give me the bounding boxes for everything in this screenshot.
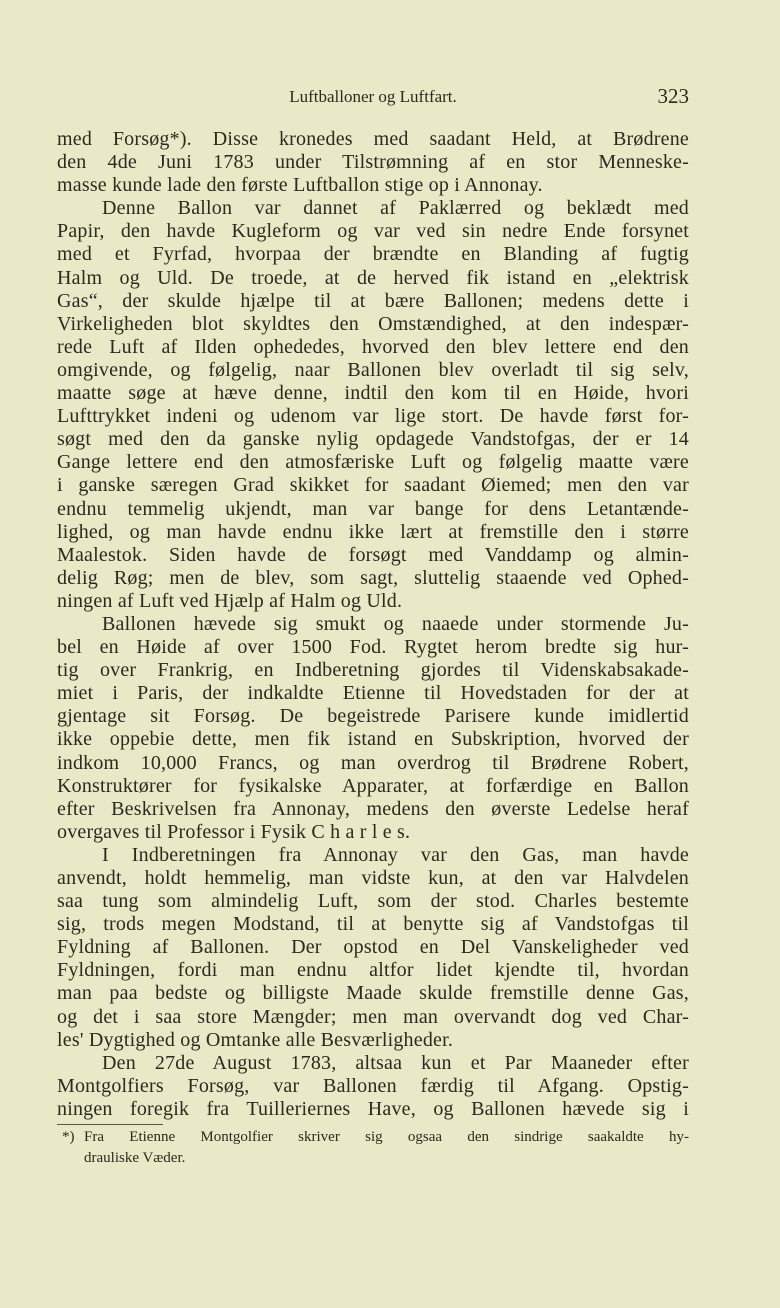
footnote-text: Fra Etienne Montgolfier skriver sig ogsaa den sindrige saakaldte hy- <box>84 1129 689 1145</box>
text-line: lighed, og man havde endnu ikke lært at fremstille den i større <box>57 520 689 543</box>
text-line: tig over Frankrig, en Indberetning gjordes til Videnskabsakade- <box>57 659 689 682</box>
text-line: Denne Ballon var dannet af Paklærred og beklædt med <box>102 197 689 220</box>
text-line: maatte søge at hæve denne, indtil den kom til en Høide, hvori <box>57 382 689 405</box>
body-text <box>57 128 689 1121</box>
text-line: Montgolfiers Forsøg, var Ballonen færdig til Afgang. Opstig- <box>57 1074 689 1097</box>
text-line: i ganske særegen Grad skikket for saadant Øiemed; men den var <box>57 474 689 497</box>
running-title: Luftballoner og Luftfart. <box>289 87 457 106</box>
text-line: den 4de Juni 1783 under Tilstrømning af en stor Menneske- <box>57 151 689 174</box>
text-line: Konstruktører for fysikalske Apparater, at forfærdige en Ballon <box>57 774 689 797</box>
text-line: bel en Høide af over 1500 Fod. Rygtet herom bredte sig hur- <box>57 636 689 659</box>
paragraph <box>57 1052 689 1121</box>
text-line: endnu temmelig ukjendt, man var bange for dens Letantænde- <box>57 497 689 520</box>
text-line: Halm og Uld. De troede, at de herved fik istand en „elektrisk <box>57 266 689 289</box>
text-line: Lufttrykket indeni og udenom var lige stort. De havde først for- <box>57 405 689 428</box>
text-line: Den 27de August 1783, altsaa kun et Par Maaneder efter <box>102 1051 689 1074</box>
text-line: Fyldning af Ballonen. Der opstod en Del Vanskeligheder ved <box>57 936 689 959</box>
footnote <box>62 1127 689 1169</box>
text-line: med et Fyrfad, hvorpaa der brændte en Blanding af fugtig <box>57 243 689 266</box>
text-line: I Indberetningen fra Annonay var den Gas, man havde <box>102 843 689 866</box>
footnote-line <box>62 1127 689 1148</box>
footnote-marker: *) <box>62 1129 75 1145</box>
text-line: Virkeligheden blot skyldtes den Omstændighed, at den indespær- <box>57 312 689 335</box>
text-line: omgivende, og følgelig, naar Ballonen blev overladt til sig selv, <box>57 358 689 381</box>
text-line: med Forsøg*). Disse kronedes med saadant Held, at Brødrene <box>57 128 689 150</box>
footnote-divider <box>57 1124 163 1125</box>
paragraph <box>57 613 689 844</box>
text-line: saa tung som almindelig Luft, som der stod. Charles bestemte <box>57 890 689 913</box>
text-line: masse kunde lade den første Luftballon stige op i Annonay. <box>57 174 543 197</box>
text-line: efter Beskrivelsen fra Annonay, medens den øverste Ledelse heraf <box>57 797 689 820</box>
text-line: miet i Paris, der indkaldte Etienne til Hovedstaden for der at <box>57 682 689 705</box>
text-line: ningen af Luft ved Hjælp af Halm og Uld. <box>57 589 403 612</box>
paragraph <box>57 844 689 1052</box>
text-line: Gas“, der skulde hjælpe til at bære Ballonen; medens dette i <box>57 289 689 312</box>
text-line: og det i saa store Mængder; men man overvandt dog ved Char- <box>57 1005 689 1028</box>
text-line: Gange lettere end den atmosfæriske Luft og følgelig maatte være <box>57 451 689 474</box>
text-line: sig, trods megen Modstand, til at benytte sig af Vandstofgas til <box>57 913 689 936</box>
text-line: gjentage sit Forsøg. De begeistrede Parisere kunde imidlertid <box>57 705 689 728</box>
text-line: anvendt, holdt hemmelig, man vidste kun, at den var Halvdelen <box>57 867 689 889</box>
text-line: man paa bedste og billigste Maade skulde fremstille denne Gas, <box>57 982 689 1005</box>
paragraph <box>57 128 689 197</box>
text-line: Papir, den havde Kugleform og var ved sin nedre Ende forsynet <box>57 220 689 243</box>
text-line: overgaves til Professor i Fysik C h a r l e s. <box>57 820 411 843</box>
text-line: les' Dygtighed og Omtanke alle Besværligheder. <box>57 1028 454 1051</box>
text-line: ikke oppebie dette, men fik istand en Subskription, hvorved der <box>57 728 689 751</box>
footnote-line: drauliske Væder. <box>84 1150 186 1166</box>
text-line: Maalestok. Siden havde de forsøgt med Vanddamp og almin- <box>57 543 689 566</box>
text-line: delig Røg; men de blev, som sagt, sluttelig staaende ved Ophed- <box>57 566 689 589</box>
page-header <box>57 84 689 110</box>
text-line: Ballonen hævede sig smukt og naaede under stormende Ju- <box>102 612 689 635</box>
text-line: Fyldningen, fordi man endnu altfor lidet kjendte til, hvordan <box>57 959 689 982</box>
text-line: rede Luft af Ilden ophededes, hvorved den blev lettere end den <box>57 335 689 358</box>
text-line: indkom 10,000 Francs, og man overdrog til Brødrene Robert, <box>57 751 689 774</box>
text-line: ningen foregik fra Tuilleriernes Have, og Ballonen hævede sig i <box>57 1097 689 1120</box>
text-line: søgt med den da ganske nylig opdagede Vandstofgas, der er 14 <box>57 428 689 451</box>
paragraph <box>57 197 689 613</box>
page-number: 323 <box>657 84 689 108</box>
